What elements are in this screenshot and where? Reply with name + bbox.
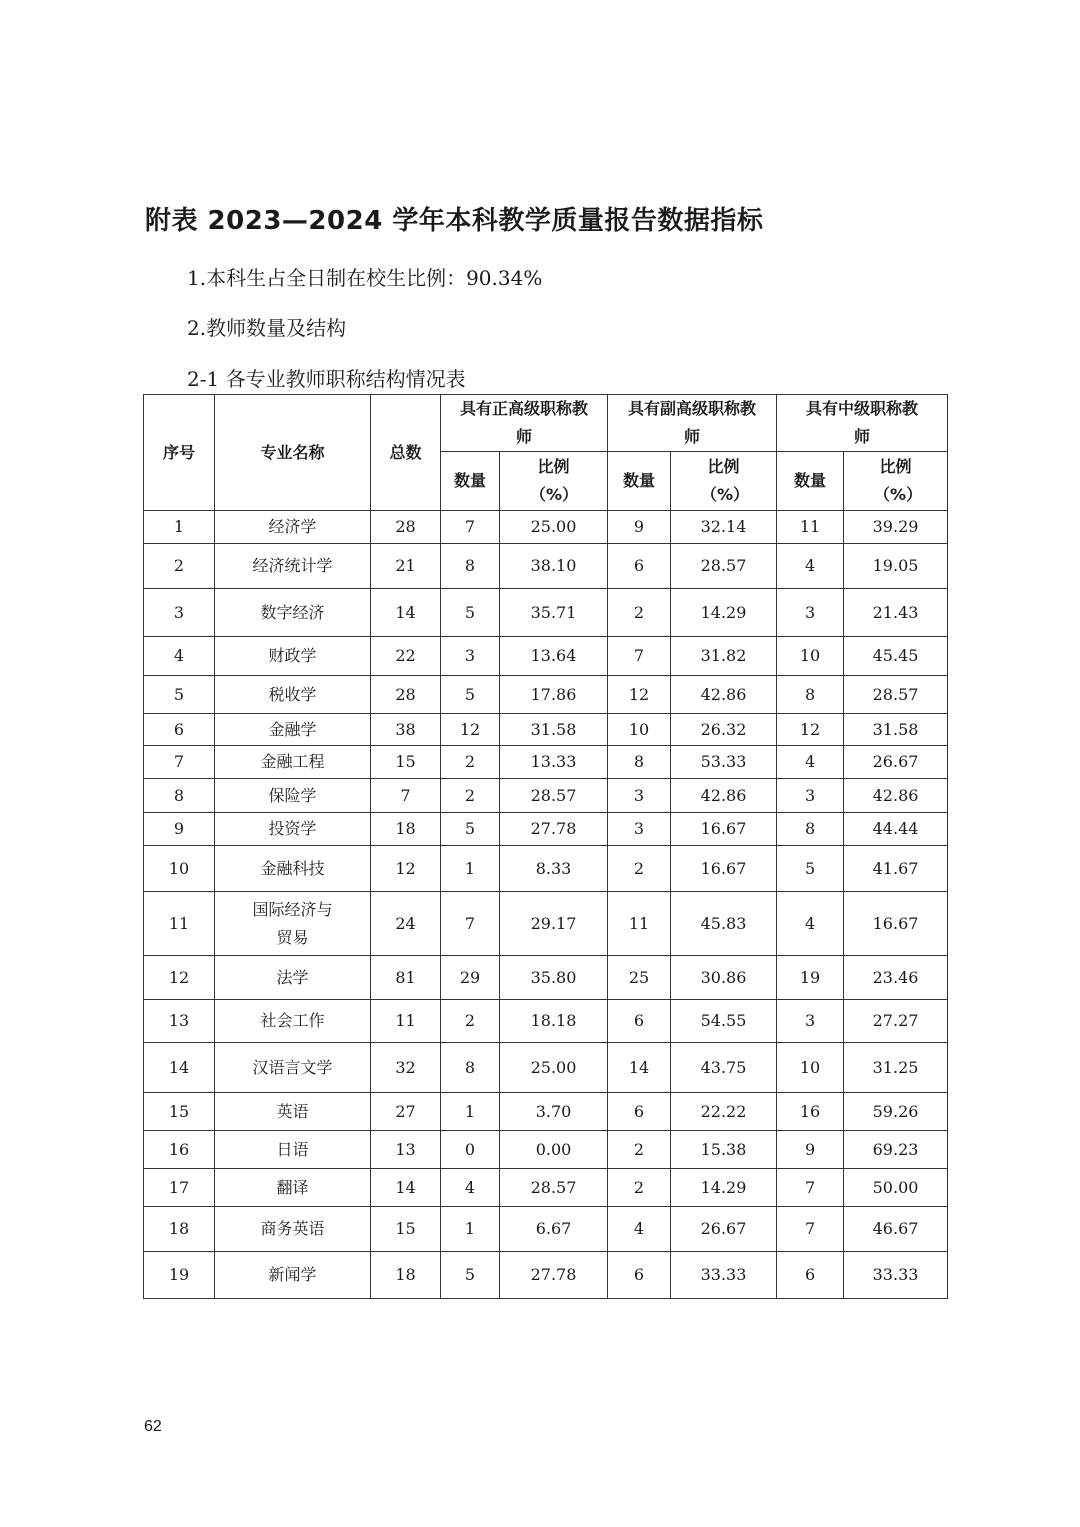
teacher-structure-heading: 2.教师数量及结构 [187, 316, 347, 340]
cell-middle-ratio: 23.46 [844, 956, 948, 1000]
cell-major: 新闻学 [215, 1252, 371, 1299]
cell-major: 金融学 [215, 714, 371, 746]
table-row [144, 956, 948, 1000]
cell-major: 法学 [215, 956, 371, 1000]
cell-middle-ratio: 16.67 [844, 892, 948, 956]
header-ratio: 比例（%） [844, 452, 948, 511]
cell-middle-ratio: 46.67 [844, 1207, 948, 1252]
cell-senior-count: 3 [441, 637, 500, 676]
cell-vice-count: 8 [608, 746, 671, 779]
header-ratio: 比例（%） [671, 452, 777, 511]
cell-total: 28 [371, 511, 441, 544]
cell-vice-count: 6 [608, 1000, 671, 1043]
cell-major: 经济学 [215, 511, 371, 544]
cell-seq: 5 [144, 676, 215, 714]
cell-middle-count: 4 [777, 892, 844, 956]
cell-senior-ratio: 27.78 [500, 1252, 608, 1299]
cell-vice-ratio: 26.32 [671, 714, 777, 746]
cell-major: 金融工程 [215, 746, 371, 779]
table-row [144, 1043, 948, 1093]
table-row [144, 544, 948, 589]
cell-total: 18 [371, 813, 441, 846]
cell-seq: 8 [144, 779, 215, 813]
cell-major: 国际经济与贸易 [215, 892, 371, 956]
header-middle: 具有中级职称教师 [777, 395, 948, 452]
cell-middle-ratio: 44.44 [844, 813, 948, 846]
cell-major: 商务英语 [215, 1207, 371, 1252]
cell-major: 金融科技 [215, 846, 371, 892]
cell-middle-count: 4 [777, 746, 844, 779]
page-number: 62 [144, 1418, 162, 1435]
cell-vice-count: 3 [608, 813, 671, 846]
cell-seq: 2 [144, 544, 215, 589]
header-ratio: 比例（%） [500, 452, 608, 511]
cell-vice-ratio: 14.29 [671, 1169, 777, 1207]
table-row [144, 1252, 948, 1299]
cell-middle-count: 3 [777, 779, 844, 813]
cell-seq: 18 [144, 1207, 215, 1252]
cell-senior-ratio: 28.57 [500, 779, 608, 813]
cell-total: 18 [371, 1252, 441, 1299]
cell-seq: 4 [144, 637, 215, 676]
table-caption: 2-1 各专业教师职称结构情况表 [187, 367, 466, 391]
header-count: 数量 [777, 452, 844, 511]
cell-vice-count: 11 [608, 892, 671, 956]
cell-middle-count: 6 [777, 1252, 844, 1299]
cell-senior-ratio: 3.70 [500, 1093, 608, 1131]
cell-vice-ratio: 31.82 [671, 637, 777, 676]
cell-seq: 19 [144, 1252, 215, 1299]
cell-middle-ratio: 42.86 [844, 779, 948, 813]
cell-senior-count: 12 [441, 714, 500, 746]
cell-senior-count: 1 [441, 1207, 500, 1252]
teacher-title-structure-table [143, 394, 948, 1299]
cell-middle-count: 7 [777, 1207, 844, 1252]
cell-middle-ratio: 45.45 [844, 637, 948, 676]
cell-middle-count: 16 [777, 1093, 844, 1131]
cell-senior-count: 1 [441, 1093, 500, 1131]
cell-senior-count: 8 [441, 544, 500, 589]
cell-vice-count: 6 [608, 544, 671, 589]
table-row [144, 637, 948, 676]
cell-seq: 17 [144, 1169, 215, 1207]
cell-middle-ratio: 21.43 [844, 589, 948, 637]
cell-vice-count: 2 [608, 1169, 671, 1207]
cell-total: 13 [371, 1131, 441, 1169]
cell-senior-ratio: 38.10 [500, 544, 608, 589]
cell-total: 11 [371, 1000, 441, 1043]
cell-senior-ratio: 35.71 [500, 589, 608, 637]
cell-middle-count: 5 [777, 846, 844, 892]
cell-senior-count: 5 [441, 676, 500, 714]
cell-middle-ratio: 59.26 [844, 1093, 948, 1131]
header-seq: 序号 [144, 395, 215, 511]
cell-vice-count: 3 [608, 779, 671, 813]
cell-total: 22 [371, 637, 441, 676]
table-row [144, 1093, 948, 1131]
cell-senior-count: 5 [441, 813, 500, 846]
cell-vice-count: 2 [608, 1131, 671, 1169]
cell-seq: 14 [144, 1043, 215, 1093]
cell-total: 15 [371, 746, 441, 779]
cell-vice-ratio: 33.33 [671, 1252, 777, 1299]
cell-senior-count: 2 [441, 1000, 500, 1043]
cell-middle-ratio: 27.27 [844, 1000, 948, 1043]
cell-vice-count: 4 [608, 1207, 671, 1252]
cell-total: 12 [371, 846, 441, 892]
cell-vice-count: 2 [608, 846, 671, 892]
cell-middle-ratio: 50.00 [844, 1169, 948, 1207]
cell-vice-ratio: 28.57 [671, 544, 777, 589]
table-row [144, 779, 948, 813]
table-row [144, 1169, 948, 1207]
cell-seq: 16 [144, 1131, 215, 1169]
cell-middle-ratio: 33.33 [844, 1252, 948, 1299]
cell-vice-count: 6 [608, 1093, 671, 1131]
cell-total: 28 [371, 676, 441, 714]
cell-seq: 1 [144, 511, 215, 544]
cell-middle-ratio: 31.58 [844, 714, 948, 746]
cell-vice-ratio: 16.67 [671, 813, 777, 846]
header-vice-senior: 具有副高级职称教师 [608, 395, 777, 452]
cell-senior-ratio: 27.78 [500, 813, 608, 846]
cell-vice-ratio: 42.86 [671, 676, 777, 714]
cell-middle-count: 8 [777, 676, 844, 714]
cell-middle-count: 3 [777, 589, 844, 637]
cell-vice-count: 6 [608, 1252, 671, 1299]
table-row [144, 1207, 948, 1252]
undergrad-ratio-text: 1.本科生占全日制在校生比例：90.34% [187, 266, 543, 290]
cell-middle-count: 10 [777, 637, 844, 676]
cell-senior-ratio: 25.00 [500, 1043, 608, 1093]
cell-total: 7 [371, 779, 441, 813]
cell-vice-ratio: 22.22 [671, 1093, 777, 1131]
cell-senior-ratio: 35.80 [500, 956, 608, 1000]
cell-middle-ratio: 41.67 [844, 846, 948, 892]
cell-major: 经济统计学 [215, 544, 371, 589]
cell-total: 14 [371, 589, 441, 637]
cell-vice-ratio: 53.33 [671, 746, 777, 779]
cell-vice-ratio: 30.86 [671, 956, 777, 1000]
header-total: 总数 [371, 395, 441, 511]
table-row [144, 676, 948, 714]
cell-seq: 7 [144, 746, 215, 779]
cell-vice-ratio: 32.14 [671, 511, 777, 544]
header-major: 专业名称 [215, 395, 371, 511]
cell-seq: 10 [144, 846, 215, 892]
cell-middle-ratio: 19.05 [844, 544, 948, 589]
cell-major: 汉语言文学 [215, 1043, 371, 1093]
cell-middle-count: 10 [777, 1043, 844, 1093]
cell-senior-ratio: 17.86 [500, 676, 608, 714]
cell-vice-ratio: 54.55 [671, 1000, 777, 1043]
table-row [144, 714, 948, 746]
cell-major: 数字经济 [215, 589, 371, 637]
cell-seq: 12 [144, 956, 215, 1000]
cell-major: 保险学 [215, 779, 371, 813]
cell-vice-ratio: 16.67 [671, 846, 777, 892]
cell-senior-count: 8 [441, 1043, 500, 1093]
cell-middle-count: 4 [777, 544, 844, 589]
cell-vice-ratio: 43.75 [671, 1043, 777, 1093]
cell-vice-count: 12 [608, 676, 671, 714]
table-row [144, 746, 948, 779]
cell-seq: 15 [144, 1093, 215, 1131]
cell-senior-ratio: 6.67 [500, 1207, 608, 1252]
cell-vice-count: 14 [608, 1043, 671, 1093]
cell-total: 81 [371, 956, 441, 1000]
cell-total: 24 [371, 892, 441, 956]
cell-vice-count: 10 [608, 714, 671, 746]
cell-senior-ratio: 31.58 [500, 714, 608, 746]
header-count: 数量 [608, 452, 671, 511]
cell-middle-count: 3 [777, 1000, 844, 1043]
cell-middle-ratio: 69.23 [844, 1131, 948, 1169]
cell-middle-count: 7 [777, 1169, 844, 1207]
cell-major: 财政学 [215, 637, 371, 676]
cell-vice-ratio: 42.86 [671, 779, 777, 813]
cell-senior-count: 2 [441, 746, 500, 779]
cell-major: 社会工作 [215, 1000, 371, 1043]
page-title: 附表 2023—2024 学年本科教学质量报告数据指标 [145, 206, 764, 236]
cell-total: 15 [371, 1207, 441, 1252]
table-row [144, 892, 948, 956]
cell-total: 21 [371, 544, 441, 589]
cell-middle-ratio: 26.67 [844, 746, 948, 779]
cell-major: 日语 [215, 1131, 371, 1169]
cell-senior-ratio: 13.33 [500, 746, 608, 779]
cell-total: 27 [371, 1093, 441, 1131]
cell-middle-ratio: 28.57 [844, 676, 948, 714]
cell-middle-count: 12 [777, 714, 844, 746]
cell-vice-ratio: 45.83 [671, 892, 777, 956]
cell-senior-ratio: 18.18 [500, 1000, 608, 1043]
cell-senior-count: 5 [441, 589, 500, 637]
cell-major: 翻译 [215, 1169, 371, 1207]
cell-senior-count: 0 [441, 1131, 500, 1169]
table-row [144, 846, 948, 892]
cell-senior-ratio: 8.33 [500, 846, 608, 892]
cell-total: 14 [371, 1169, 441, 1207]
header-senior: 具有正高级职称教师 [441, 395, 608, 452]
cell-senior-count: 4 [441, 1169, 500, 1207]
cell-major: 投资学 [215, 813, 371, 846]
header-count: 数量 [441, 452, 500, 511]
table-row [144, 1131, 948, 1169]
cell-vice-count: 2 [608, 589, 671, 637]
table-row [144, 813, 948, 846]
cell-middle-count: 19 [777, 956, 844, 1000]
cell-seq: 3 [144, 589, 215, 637]
table-row [144, 511, 948, 544]
cell-total: 38 [371, 714, 441, 746]
cell-senior-ratio: 0.00 [500, 1131, 608, 1169]
cell-major: 英语 [215, 1093, 371, 1131]
cell-senior-count: 7 [441, 892, 500, 956]
cell-senior-ratio: 25.00 [500, 511, 608, 544]
cell-vice-ratio: 15.38 [671, 1131, 777, 1169]
table-row [144, 1000, 948, 1043]
cell-senior-count: 7 [441, 511, 500, 544]
table-row [144, 589, 948, 637]
cell-vice-ratio: 14.29 [671, 589, 777, 637]
cell-senior-count: 2 [441, 779, 500, 813]
cell-middle-ratio: 31.25 [844, 1043, 948, 1093]
cell-middle-count: 8 [777, 813, 844, 846]
cell-vice-count: 9 [608, 511, 671, 544]
cell-senior-count: 29 [441, 956, 500, 1000]
cell-seq: 6 [144, 714, 215, 746]
cell-senior-ratio: 28.57 [500, 1169, 608, 1207]
cell-middle-count: 9 [777, 1131, 844, 1169]
cell-seq: 13 [144, 1000, 215, 1043]
cell-senior-ratio: 13.64 [500, 637, 608, 676]
cell-major: 税收学 [215, 676, 371, 714]
cell-vice-count: 7 [608, 637, 671, 676]
cell-vice-count: 25 [608, 956, 671, 1000]
cell-seq: 9 [144, 813, 215, 846]
cell-seq: 11 [144, 892, 215, 956]
cell-senior-ratio: 29.17 [500, 892, 608, 956]
cell-senior-count: 5 [441, 1252, 500, 1299]
cell-middle-ratio: 39.29 [844, 511, 948, 544]
cell-senior-count: 1 [441, 846, 500, 892]
cell-total: 32 [371, 1043, 441, 1093]
cell-vice-ratio: 26.67 [671, 1207, 777, 1252]
cell-middle-count: 11 [777, 511, 844, 544]
